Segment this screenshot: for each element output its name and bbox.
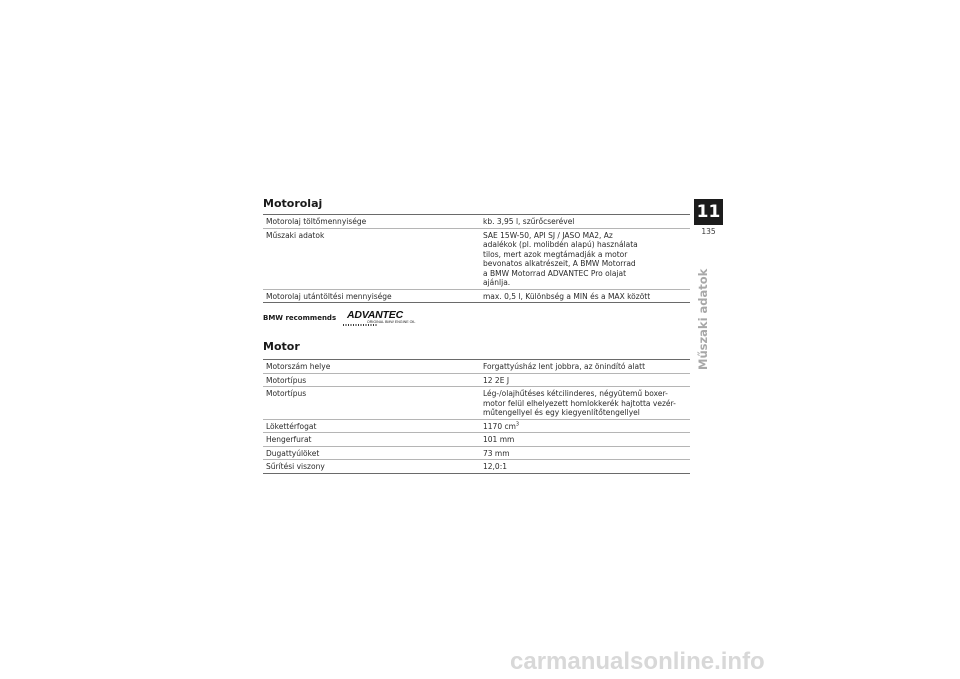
spec-value: SAE 15W-50, API SJ / JASO MA2, Az adalékok (pl. molibdén alapú) használata tilos, mert azok megtámadják a motor bevonatos alkatrészeit, A BMW Motorrad a BMW Motorrad ADVANTEC Pro olajat ajánlja. [481, 228, 690, 289]
advantec-tagline: ORIGINAL BMW ENGINE OIL [367, 320, 416, 324]
oil-spec-table [263, 214, 690, 303]
engine-spec-table [263, 359, 690, 474]
table-row [263, 289, 690, 303]
spec-value: 101 mm [481, 433, 690, 447]
recommends-label: BMW recommends [263, 314, 337, 322]
chapter-side-title: Műszaki adatok [696, 268, 710, 370]
spec-key: Motorolaj töltőmennyisége [263, 215, 481, 229]
spec-key: Lökettérfogat [263, 419, 481, 433]
spec-value: kb. 3,95 l, szűrőcserével [481, 215, 690, 229]
spec-value: 12,0:1 [481, 460, 690, 474]
spec-key: Műszaki adatok [263, 228, 481, 289]
spec-value: 12 2E J [481, 373, 690, 387]
chapter-number-badge: 11 [694, 199, 723, 225]
spec-value: Lég-/olajhűtéses kétcilinderes, négyütemű boxer-motor felül elhelyezett homlokkerék hajtotta vezér-műtengellyel és egy kiegyenlítőtengellyel [481, 387, 690, 420]
spec-key: Sűrítési viszony [263, 460, 481, 474]
spec-key: Motortípus [263, 373, 481, 387]
table-row [263, 360, 690, 374]
table-row [263, 433, 690, 447]
table-row [263, 446, 690, 460]
table-row [263, 373, 690, 387]
spec-key: Hengerfurat [263, 433, 481, 447]
logo-stripe [343, 324, 377, 326]
displacement-unit-exponent: 3 [515, 421, 520, 427]
table-row [263, 419, 690, 433]
section-title-oil: Motorolaj [263, 197, 323, 210]
bmw-recommends-badge [263, 310, 433, 330]
table-row [263, 228, 690, 289]
spec-value: max. 0,5 l, Különbség a MIN és a MAX között [481, 289, 690, 303]
spec-key: Motorolaj utántöltési mennyisége [263, 289, 481, 303]
table-row [263, 460, 690, 474]
advantec-brand: ADVANTEC [347, 309, 403, 321]
watermark-text: carmanualsonline.info [510, 648, 765, 675]
displacement-value: 1170 cm [483, 421, 516, 431]
spec-value: 73 mm [481, 446, 690, 460]
spec-key: Motortípus [263, 387, 481, 420]
table-row [263, 387, 690, 420]
page-number: 135 [701, 227, 716, 236]
table-row [263, 215, 690, 229]
spec-key: Dugattyúlöket [263, 446, 481, 460]
spec-value: Forgattyúsház lent jobbra, az önindító alatt [481, 360, 690, 374]
advantec-logo [343, 310, 433, 330]
spec-key: Motorszám helye [263, 360, 481, 374]
spec-value [481, 419, 690, 433]
section-title-engine: Motor [263, 340, 300, 353]
